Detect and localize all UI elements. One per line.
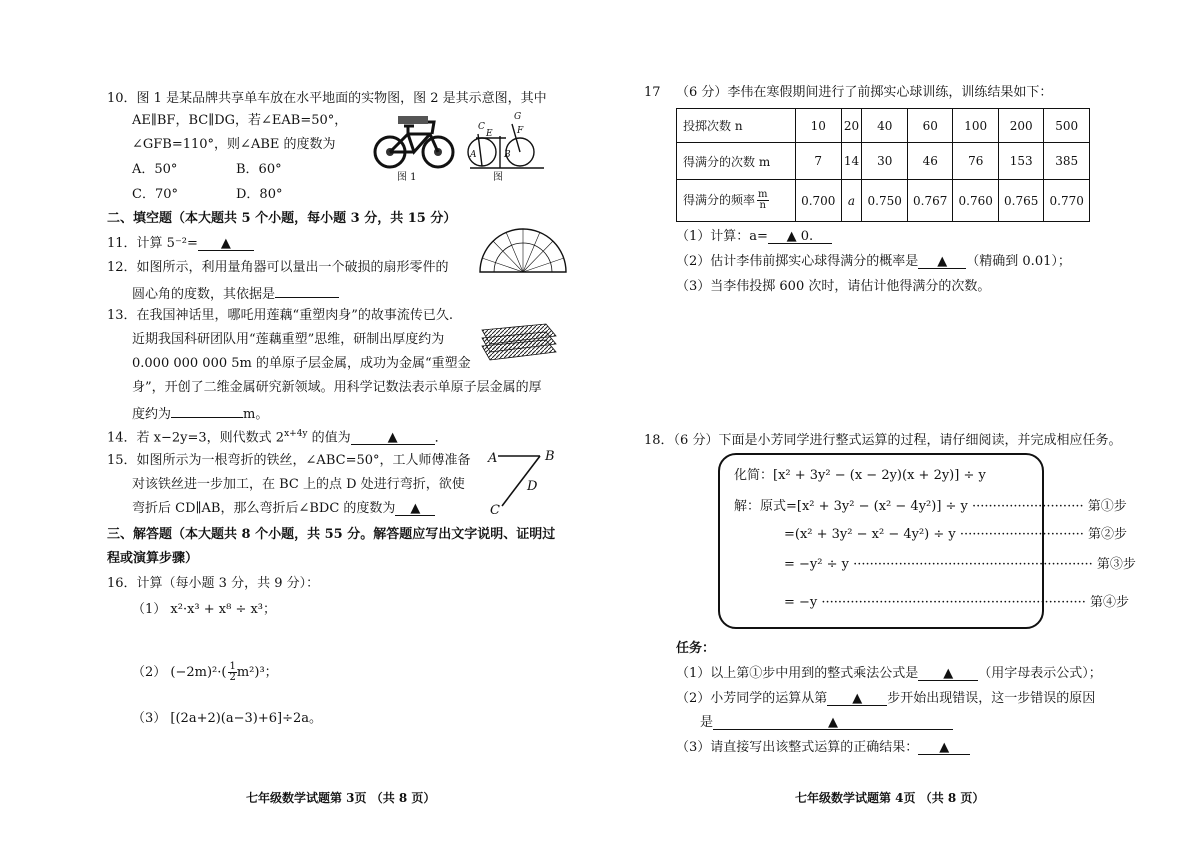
table-cell: 0.767 xyxy=(907,180,953,222)
task-1-blank[interactable] xyxy=(918,667,978,681)
task-2-mark: ▲ xyxy=(852,691,863,706)
q18-text: 18．（6 分）下面是小芳同学进行整式运算的过程，请仔细阅读，并完成相应任务。 xyxy=(644,433,1122,448)
task-title: 任务： xyxy=(676,641,716,656)
q15-line3 xyxy=(132,502,435,516)
q11 xyxy=(107,237,254,251)
q16-part2 xyxy=(132,662,278,683)
q17-part3: （3）当李伟投掷 600 次时，请估计他得满分的次数。 xyxy=(676,279,991,294)
table-row xyxy=(677,143,1090,180)
q15-line1: 15．如图所示为一根弯折的铁丝，∠ABC=50°，工人师傅准备 xyxy=(107,453,471,468)
training-results-table xyxy=(676,108,1090,222)
q10-option-d: D．80° xyxy=(236,187,283,202)
q15-answer-blank[interactable] xyxy=(395,502,435,516)
q15-line3-text: 弯折后 CD∥AB，那么弯折后∠BDC 的度数为 xyxy=(132,501,396,516)
q13-line5-prefix: 度约为 xyxy=(132,407,172,422)
q17-part2-text: （2）估计李伟前掷实心球得满分的概率是 xyxy=(676,254,919,269)
fig2-caption: 图 xyxy=(493,172,503,183)
q15-line2: 对该铁丝进一步加工，在 BC 上的点 D 处进行弯折，欲使 xyxy=(132,477,465,492)
fig2-label-f: F xyxy=(517,126,524,136)
fig2-label-g: G xyxy=(514,112,522,122)
wire-label-a: A xyxy=(488,451,498,466)
q12-line2-text: 圆心角的度数，其依据是 xyxy=(132,287,276,302)
table-cell: 10 xyxy=(796,109,842,143)
task-2-blank[interactable] xyxy=(827,692,887,706)
fraction-numerator: m xyxy=(758,189,768,200)
q14-answer-blank[interactable] xyxy=(351,431,435,445)
section-3-heading-line1: 三、解答题（本大题共 8 个小题，共 55 分。解答题应写出文字说明、证明过 xyxy=(107,527,556,542)
table-row xyxy=(677,180,1090,222)
wire-label-d: D xyxy=(527,479,538,494)
q14-exponent: x+4y xyxy=(284,429,308,439)
box-step-2: =(x² + 3y² − x² − 4y²) ÷ y ······························ 第②步 xyxy=(784,527,1127,542)
q13-line3: 0.000 000 000 5m 的单原子层金属，成功为金属“重塑金 xyxy=(132,356,471,371)
table-cell: 0.765 xyxy=(998,180,1044,222)
task-2 xyxy=(676,692,1095,706)
q10-option-b: B．60° xyxy=(236,162,282,177)
table-cell: 385 xyxy=(1044,143,1090,180)
task-3-text: （3）请直接写出该整式运算的正确结果： xyxy=(676,740,919,755)
table-cell: 20 xyxy=(841,109,862,143)
frequency-label: 得满分的频率 xyxy=(683,193,756,207)
q17-text: （6 分）李伟在寒假期间进行了前掷实心球训练，训练结果如下： xyxy=(676,85,1053,100)
table-cell: 200 xyxy=(998,109,1044,143)
table-cell: 14 xyxy=(841,143,862,180)
q17-number: 17 xyxy=(644,85,661,100)
q13-answer-blank[interactable] xyxy=(171,405,243,418)
bicycle-schematic-figure xyxy=(464,112,550,174)
q11-answer-blank[interactable] xyxy=(198,237,254,251)
table-cell: 30 xyxy=(862,143,908,180)
q17-part2-tail: （精确到 0.01）； xyxy=(966,254,1071,269)
section-3-heading-line2: 程或演算步骤） xyxy=(107,551,199,566)
table-row xyxy=(677,109,1090,143)
task-3 xyxy=(676,741,970,755)
q14-text-tail: 的值为 xyxy=(307,430,351,446)
q16-part3: （3） [(2a+2)(a−3)+6]÷2a。 xyxy=(132,711,323,726)
q17-part1 xyxy=(676,230,832,244)
table-header-frequency xyxy=(677,180,796,222)
task-2-reason xyxy=(700,716,953,730)
q10-line1: 10．图 1 是某品牌共享单车放在水平地面的实物图，图 2 是其示意图，其中 xyxy=(107,91,547,106)
q13-line1: 13．在我国神话里，哪吒用莲藕“重塑肉身”的故事流传已久. xyxy=(107,308,453,323)
q13-line5 xyxy=(132,405,268,421)
task-2-reason-prefix: 是 xyxy=(700,715,714,730)
q10-option-c: C．70° xyxy=(132,187,178,202)
task-1 xyxy=(676,667,1102,681)
q16-part2-text: （2） (−2m)²·( xyxy=(132,665,227,680)
q13-line2: 近期我国科研团队用“莲藕重塑”思维，研制出厚度约为 xyxy=(132,332,445,347)
q14-text: 14．若 x−2y=3，则代数式 2 xyxy=(107,430,285,446)
fig2-label-b: B xyxy=(504,150,511,160)
task-3-mark: ▲ xyxy=(939,740,950,755)
fraction-denominator: n xyxy=(759,200,766,211)
right-page-footer: 七年级数学试题第 4页 （共 8 页） xyxy=(795,791,985,805)
table-cell: 0.760 xyxy=(953,180,999,222)
q17-part2-blank[interactable] xyxy=(918,255,966,269)
task-2-tail: 步开始出现错误，这一步错误的原因 xyxy=(887,691,1096,706)
task-3-blank[interactable] xyxy=(918,741,970,755)
bicycle-photo-figure xyxy=(372,112,458,174)
table-cell: 7 xyxy=(796,143,842,180)
box-step-4: = −y ································································ 第④步 xyxy=(784,595,1129,610)
q17-part2-mark: ▲ xyxy=(937,254,948,269)
q12-answer-blank[interactable] xyxy=(275,285,339,298)
box-step-1: 解：原式=[x² + 3y² − (x² − 4y²)] ÷ y ··························· 第①步 xyxy=(734,499,1127,514)
q10-line3: ∠GFB=110°，则∠ABE 的度数为 xyxy=(132,137,336,152)
box-title: 化简：[x² + 3y² − (x − 2y)(x + 2y)] ÷ y xyxy=(734,468,986,483)
table-header-full-marks: 得满分的次数 m xyxy=(677,143,796,180)
fig2-label-e: E xyxy=(486,129,493,139)
q11-text: 11．计算 5⁻²= xyxy=(107,236,198,251)
q17-part1-text: （1）计算：a= xyxy=(676,229,768,244)
q17-part2 xyxy=(676,255,1071,269)
fig2-label-a: A xyxy=(470,150,477,160)
m-over-n-fraction xyxy=(757,190,768,211)
q10-option-a: A．50° xyxy=(132,162,178,177)
wire-label-b: B xyxy=(545,449,555,464)
q12-line2 xyxy=(132,285,339,301)
q13-line4: 身”，开创了二维金属研究新领域。用科学记数法表示单原子层金属的厚 xyxy=(132,380,542,395)
q16-part1: （1） x²·x³ + x⁸ ÷ x³； xyxy=(132,602,277,617)
box-step-3: = −y² ÷ y ·························································· 第③步 xyxy=(784,557,1136,572)
task-2-text: （2）小芳同学的运算从第 xyxy=(676,691,828,706)
q16-fraction xyxy=(228,662,236,683)
table-cell: 40 xyxy=(862,109,908,143)
q13-line5-suffix: m。 xyxy=(243,407,269,422)
task-1-tail: （用字母表示公式）； xyxy=(978,666,1102,681)
left-page-footer: 七年级数学试题第 3页 （共 8 页） xyxy=(246,791,436,805)
q10-line2: AE∥BF，BC∥DG，若∠EAB=50°， xyxy=(132,113,348,128)
table-header-throws: 投掷次数 n xyxy=(677,109,796,143)
table-cell: 76 xyxy=(953,143,999,180)
q12-line1: 12．如图所示，利用量角器可以量出一个破损的扇形零件的 xyxy=(107,260,449,275)
wire-label-c: C xyxy=(490,503,500,518)
q15-mark: ▲ xyxy=(410,501,421,516)
fraction-numerator: 1 xyxy=(229,661,236,672)
q14-mark: ▲ xyxy=(387,430,398,446)
table-cell: 46 xyxy=(907,143,953,180)
q16-heading: 16．计算（每小题 3 分，共 9 分）： xyxy=(107,576,320,591)
task-2-reason-mark: ▲ xyxy=(828,715,839,730)
table-cell: 60 xyxy=(907,109,953,143)
q17-part1-blank[interactable] xyxy=(768,230,832,244)
table-cell: 0.700 xyxy=(796,180,842,222)
table-cell: 100 xyxy=(953,109,999,143)
table-cell: a xyxy=(841,180,862,222)
task-1-mark: ▲ xyxy=(943,666,954,681)
section-2-heading: 二、填空题（本大题共 5 个小题，每小题 3 分，共 15 分） xyxy=(107,211,457,226)
table-cell: 0.750 xyxy=(862,180,908,222)
fig1-caption: 图 1 xyxy=(397,172,417,183)
q17-part1-mark: ▲ 0. xyxy=(786,229,814,244)
table-cell: 0.770 xyxy=(1044,180,1090,222)
task-1-text: （1）以上第①步中用到的整式乘法公式是 xyxy=(676,666,919,681)
q14: 14．若 x−2y=3，则代数式 $2^{x+4y}$ 的值为 ▲ ． xyxy=(107,429,448,446)
q11-mark: ▲ xyxy=(220,236,231,251)
fraction-denominator: 2 xyxy=(229,672,236,683)
single-atom-metal-image xyxy=(476,322,560,362)
protractor-figure xyxy=(478,228,568,274)
table-cell: 500 xyxy=(1044,109,1090,143)
fig2-label-c: C xyxy=(478,122,485,132)
q16-part2-tail: m²)³； xyxy=(236,665,278,680)
task-2-reason-blank[interactable] xyxy=(713,716,953,730)
table-cell: 153 xyxy=(998,143,1044,180)
